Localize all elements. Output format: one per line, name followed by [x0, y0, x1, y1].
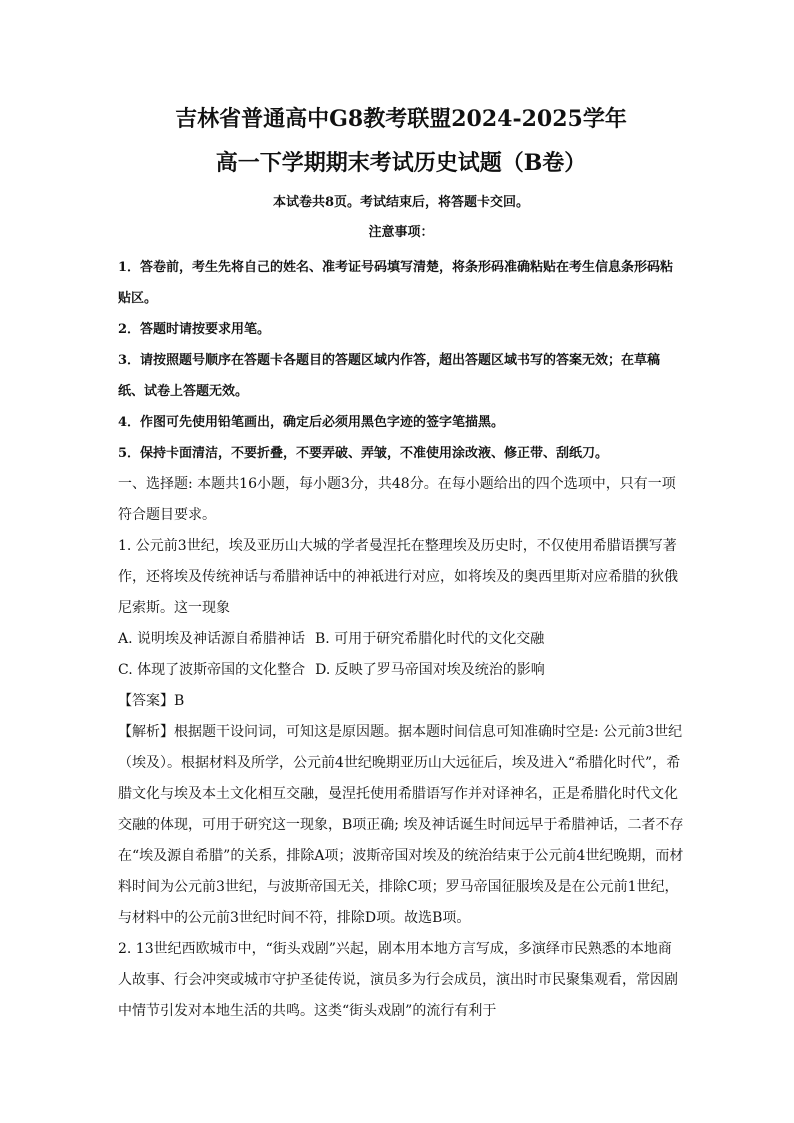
options-row-2: [118, 655, 684, 686]
option-a: A. 说明埃及神话源自希腊神话: [118, 631, 306, 647]
exam-intro: 本试卷共8页。考试结束后，将答题卡交回。: [272, 195, 530, 210]
exam-title-line2: 高一下学期期末考试历史试题（B卷）: [215, 150, 587, 176]
analysis-text: 【解析】根据题干设问词，可知这是原因题。据本题时间信息可知准确时空是: 公元前3世纪（埃及）。根据材料及所学，公元前4世纪晚期亚历山大远征后，埃及进入“希腊化时代”，希腊文化与埃及本土文化相互交融，曼涅托使用希腊语写作并对译神名，正是希腊化时代文化交融的体现，可用于研究这一现象，B项正确; 埃及神话诞生时间远早于希腊神话，二者不存在“埃及源自希腊”的关系，排除A项；波斯帝国对埃及的统治结束于公元前4世纪晚期，而材料时间为公元前3世纪，与波斯帝国无关，排除C项；罗马帝国征服埃及是在公元前1世纪，与材料中的公元前3世纪时间不符，排除D项。故选B项。: [118, 724, 684, 926]
question-stem: 1. 公元前3世纪，埃及亚历山大城的学者曼涅托在整理埃及历史时，不仅使用希腊语撰写著作，还将埃及传统神话与希腊神话中的神祇进行对应，如将埃及的奥西里斯对应希腊的狄俄尼索斯。这一现象: [118, 538, 678, 616]
notice-item: 2．答题时请按要求用笔。: [118, 322, 271, 337]
question-1: [118, 531, 684, 934]
answer-label: 【答案】B: [118, 693, 185, 709]
question-2: [118, 934, 684, 1027]
option-b: B. 可用于研究希腊化时代的文化交融: [315, 631, 545, 647]
option-d: D. 反映了罗马帝国对埃及统治的影响: [315, 662, 545, 678]
section-heading: 一、选择题: 本题共16小题，每小题3分，共48分。在每小题给出的四个选项中，只有一项符合题目要求。: [118, 476, 676, 523]
notice-item: 5．保持卡面清洁，不要折叠，不要弄破、弄皱，不准使用涂改液、修正带、刮纸刀。: [118, 446, 609, 461]
options-row-1: [118, 624, 684, 655]
notice-item: 1．答卷前，考生先将自己的姓名、准考证号码填写清楚，将条形码准确粘贴在考生信息条形码粘贴区。: [118, 260, 674, 306]
exam-title-line1: 吉林省普通高中G8教考联盟2024-2025学年: [175, 106, 627, 132]
option-c: C. 体现了波斯帝国的文化整合: [118, 662, 306, 678]
notice-item: 4．作图可先使用铅笔画出，确定后必须用黑色字迹的签字笔描黑。: [118, 415, 505, 430]
notice-list: [118, 252, 684, 469]
question-stem: 2. 13世纪西欧城市中，“街头戏剧”兴起，剧本用本地方言写成，多演绎市民熟悉的本地商人故事、行会冲突或城市守护圣徒传说，演员多为行会成员，演出时市民聚集观看，常因剧中情节引发对本地生活的共鸣。这类“街头戏剧”的流行有利于: [118, 941, 678, 1019]
notice-item: 3．请按照题号顺序在答题卡各题目的答题区域内作答，超出答题区域书写的答案无效；在草稿纸、试卷上答题无效。: [118, 353, 661, 399]
notice-heading: 注意事项：: [368, 225, 434, 240]
